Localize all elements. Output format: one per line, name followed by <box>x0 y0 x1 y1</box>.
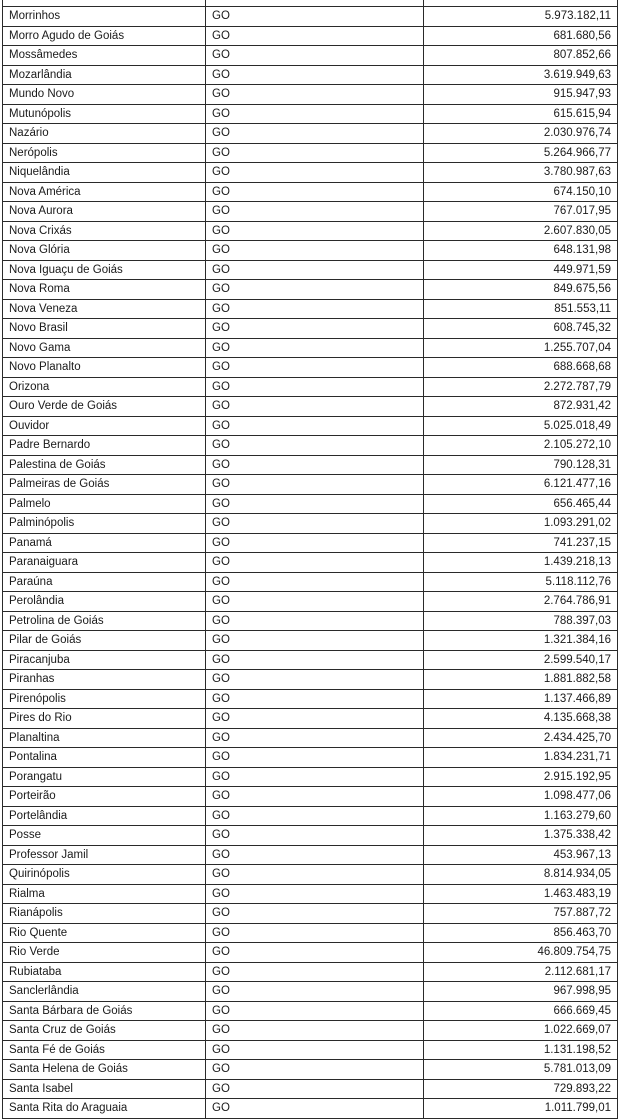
state-code: GO <box>206 787 424 807</box>
municipality-name: Pires do Rio <box>3 709 206 729</box>
municipality-name: Niquelândia <box>3 163 206 183</box>
table-row <box>3 1021 618 1041</box>
amount-value: 3.619.949,63 <box>424 65 618 85</box>
table-row <box>3 650 618 670</box>
municipality-name: Piracanjuba <box>3 650 206 670</box>
municipality-name: Nova América <box>3 182 206 202</box>
amount-value: 666.669,45 <box>424 1001 618 1021</box>
state-code: GO <box>206 553 424 573</box>
amount-value: 788.397,03 <box>424 611 618 631</box>
state-code: GO <box>206 163 424 183</box>
table-row <box>3 1099 618 1119</box>
table-row <box>3 670 618 690</box>
amount-value: 5.973.182,11 <box>424 7 618 27</box>
amount-value: 2.030.976,74 <box>424 124 618 144</box>
state-code: GO <box>206 358 424 378</box>
table-row <box>3 806 618 826</box>
municipality-name: Rianápolis <box>3 904 206 924</box>
state-code: GO <box>206 1001 424 1021</box>
state-code: GO <box>206 202 424 222</box>
state-code: GO <box>206 904 424 924</box>
municipality-name: Nazário <box>3 124 206 144</box>
table-row <box>3 358 618 378</box>
table-row <box>3 826 618 846</box>
table-row <box>3 787 618 807</box>
table-row <box>3 319 618 339</box>
amount-value: 741.237,15 <box>424 533 618 553</box>
table-row <box>3 260 618 280</box>
table-row <box>3 436 618 456</box>
table-row <box>3 514 618 534</box>
state-code: GO <box>206 611 424 631</box>
state-code: GO <box>206 182 424 202</box>
municipality-name: Novo Brasil <box>3 319 206 339</box>
table-row <box>3 377 618 397</box>
state-code: GO <box>206 436 424 456</box>
state-code: GO <box>206 416 424 436</box>
state-code: GO <box>206 865 424 885</box>
state-code: GO <box>206 826 424 846</box>
state-code: GO <box>206 221 424 241</box>
state-code: GO <box>206 85 424 105</box>
state-code: GO <box>206 1079 424 1099</box>
municipality-name: Professor Jamil <box>3 845 206 865</box>
municipality-name: Perolândia <box>3 592 206 612</box>
state-code: GO <box>206 943 424 963</box>
amount-value: 2.607.830,05 <box>424 221 618 241</box>
municipality-name: Posse <box>3 826 206 846</box>
amount-value: 1.011.799,01 <box>424 1099 618 1119</box>
state-code: GO <box>206 514 424 534</box>
amount-value: 6.121.477,16 <box>424 475 618 495</box>
table-row <box>3 455 618 475</box>
state-code: GO <box>206 728 424 748</box>
municipality-name: Palminópolis <box>3 514 206 534</box>
municipality-name: Nova Iguaçu de Goiás <box>3 260 206 280</box>
amount-value: 1.321.384,16 <box>424 631 618 651</box>
amount-value: 8.814.934,05 <box>424 865 618 885</box>
municipality-name: Portelândia <box>3 806 206 826</box>
table-row <box>3 280 618 300</box>
table-row <box>3 163 618 183</box>
state-code: GO <box>206 104 424 124</box>
table-row <box>3 1001 618 1021</box>
state-code: GO <box>206 650 424 670</box>
amount-value: 4.135.668,38 <box>424 709 618 729</box>
amount-value: 872.931,42 <box>424 397 618 417</box>
table-row <box>3 923 618 943</box>
state-code: GO <box>206 748 424 768</box>
municipality-name: Panamá <box>3 533 206 553</box>
municipality-name: Santa Fé de Goiás <box>3 1040 206 1060</box>
table-row <box>3 611 618 631</box>
municipality-name: Ouro Verde de Goiás <box>3 397 206 417</box>
table-row <box>3 104 618 124</box>
amount-value: 790.128,31 <box>424 455 618 475</box>
municipality-name: Nova Crixás <box>3 221 206 241</box>
amount-value: 1.022.669,07 <box>424 1021 618 1041</box>
state-code: GO <box>206 7 424 27</box>
amount-value: 2.112.681,17 <box>424 962 618 982</box>
municipality-name: Sanclerlândia <box>3 982 206 1002</box>
state-code: GO <box>206 260 424 280</box>
table-row <box>3 982 618 1002</box>
table-row <box>3 7 618 27</box>
municipality-name: Pirenópolis <box>3 689 206 709</box>
amount-value: 807.852,66 <box>424 46 618 66</box>
state-code: GO <box>206 65 424 85</box>
state-code: GO <box>206 280 424 300</box>
amount-value: 453.967,13 <box>424 845 618 865</box>
amount-value: 856.463,70 <box>424 923 618 943</box>
municipality-name: Ouvidor <box>3 416 206 436</box>
municipality-name: Porteirão <box>3 787 206 807</box>
state-code: GO <box>206 806 424 826</box>
table-row <box>3 143 618 163</box>
municipality-name: Palestina de Goiás <box>3 455 206 475</box>
amount-value: 5.118.112,76 <box>424 572 618 592</box>
amount-value: 681.680,56 <box>424 26 618 46</box>
table-row <box>3 65 618 85</box>
state-code: GO <box>206 26 424 46</box>
amount-value: 1.834.231,71 <box>424 748 618 768</box>
state-code: GO <box>206 1021 424 1041</box>
table-row <box>3 943 618 963</box>
municipality-name: Rialma <box>3 884 206 904</box>
municipality-name: Rio Quente <box>3 923 206 943</box>
state-code: GO <box>206 455 424 475</box>
state-code: GO <box>206 592 424 612</box>
municipality-name: Padre Bernardo <box>3 436 206 456</box>
state-code: GO <box>206 670 424 690</box>
amount-value: 2.105.272,10 <box>424 436 618 456</box>
amount-value: 1.881.882,58 <box>424 670 618 690</box>
table-row <box>3 1079 618 1099</box>
municipality-name: Santa Bárbara de Goiás <box>3 1001 206 1021</box>
table-row <box>3 689 618 709</box>
amount-value: 674.150,10 <box>424 182 618 202</box>
amount-value: 615.615,94 <box>424 104 618 124</box>
municipality-name: Mutunópolis <box>3 104 206 124</box>
municipality-name: Palmeiras de Goiás <box>3 475 206 495</box>
table-row <box>3 845 618 865</box>
amount-value: 1.131.198,52 <box>424 1040 618 1060</box>
municipality-name: Porangatu <box>3 767 206 787</box>
state-code: GO <box>206 46 424 66</box>
amount-value: 2.764.786,91 <box>424 592 618 612</box>
amount-value: 648.131,98 <box>424 241 618 261</box>
table-row <box>3 241 618 261</box>
amount-value: 2.434.425,70 <box>424 728 618 748</box>
state-code: GO <box>206 884 424 904</box>
table-row <box>3 884 618 904</box>
state-code: GO <box>206 631 424 651</box>
amount-value: 851.553,11 <box>424 299 618 319</box>
municipality-name: Morro Agudo de Goiás <box>3 26 206 46</box>
municipality-name: Nova Aurora <box>3 202 206 222</box>
state-code: GO <box>206 923 424 943</box>
table-body <box>3 0 618 1118</box>
municipality-name: Pontalina <box>3 748 206 768</box>
state-code: GO <box>206 299 424 319</box>
table-row <box>3 865 618 885</box>
amount-value: 915.947,93 <box>424 85 618 105</box>
amount-value: 2.272.787,79 <box>424 377 618 397</box>
state-code: GO <box>206 338 424 358</box>
municipality-name: Santa Cruz de Goiás <box>3 1021 206 1041</box>
state-code: GO <box>206 845 424 865</box>
amount-value: 1.093.291,02 <box>424 514 618 534</box>
amount-value: 5.264.966,77 <box>424 143 618 163</box>
amount-value: 729.893,22 <box>424 1079 618 1099</box>
municipality-name: Mossâmedes <box>3 46 206 66</box>
table-row <box>3 1060 618 1080</box>
table-row <box>3 416 618 436</box>
state-code: GO <box>206 143 424 163</box>
municipality-name: Pilar de Goiás <box>3 631 206 651</box>
state-code: GO <box>206 377 424 397</box>
municipality-name: Mozarlândia <box>3 65 206 85</box>
table-row <box>3 709 618 729</box>
table-row <box>3 26 618 46</box>
municipality-name: Mundo Novo <box>3 85 206 105</box>
municipality-name: Santa Rita do Araguaia <box>3 1099 206 1119</box>
municipality-name: Planaltina <box>3 728 206 748</box>
municipality-name: Quirinópolis <box>3 865 206 885</box>
table-row <box>3 962 618 982</box>
table-row <box>3 533 618 553</box>
state-code: GO <box>206 1060 424 1080</box>
state-code: GO <box>206 397 424 417</box>
table-row <box>3 1040 618 1060</box>
table-row <box>3 494 618 514</box>
state-code: GO <box>206 124 424 144</box>
amount-value: 46.809.754,75 <box>424 943 618 963</box>
municipality-name: Nerópolis <box>3 143 206 163</box>
amount-value: 688.668,68 <box>424 358 618 378</box>
amount-value: 5.025.018,49 <box>424 416 618 436</box>
table-row <box>3 631 618 651</box>
municipality-name: Paranaiguara <box>3 553 206 573</box>
table-row <box>3 397 618 417</box>
municipality-name: Santa Isabel <box>3 1079 206 1099</box>
amount-value: 1.098.477,06 <box>424 787 618 807</box>
amount-value: 767.017,95 <box>424 202 618 222</box>
state-code: GO <box>206 475 424 495</box>
table-row <box>3 182 618 202</box>
table-row <box>3 904 618 924</box>
table-row <box>3 299 618 319</box>
amount-value: 2.915.192,95 <box>424 767 618 787</box>
state-code: GO <box>206 982 424 1002</box>
state-code: GO <box>206 767 424 787</box>
amount-value: 1.375.338,42 <box>424 826 618 846</box>
municipality-name: Novo Gama <box>3 338 206 358</box>
table-row <box>3 748 618 768</box>
table-row <box>3 553 618 573</box>
municipality-name: Petrolina de Goiás <box>3 611 206 631</box>
table-row <box>3 85 618 105</box>
state-code: GO <box>206 241 424 261</box>
municipality-table <box>2 0 618 1119</box>
amount-value: 1.439.218,13 <box>424 553 618 573</box>
table-row <box>3 767 618 787</box>
state-code: GO <box>206 494 424 514</box>
municipality-name: Piranhas <box>3 670 206 690</box>
municipality-name: Nova Roma <box>3 280 206 300</box>
amount-value: 967.998,95 <box>424 982 618 1002</box>
amount-value: 3.780.987,63 <box>424 163 618 183</box>
municipality-name: Nova Veneza <box>3 299 206 319</box>
municipality-name: Palmelo <box>3 494 206 514</box>
state-code: GO <box>206 572 424 592</box>
amount-value: 757.887,72 <box>424 904 618 924</box>
table-row <box>3 202 618 222</box>
municipality-name: Nova Glória <box>3 241 206 261</box>
municipality-name: Santa Helena de Goiás <box>3 1060 206 1080</box>
table-row <box>3 221 618 241</box>
state-code: GO <box>206 689 424 709</box>
amount-value: 849.675,56 <box>424 280 618 300</box>
municipality-name: Novo Planalto <box>3 358 206 378</box>
state-code: GO <box>206 962 424 982</box>
state-code: GO <box>206 1099 424 1119</box>
state-code: GO <box>206 319 424 339</box>
state-code: GO <box>206 1040 424 1060</box>
amount-value: 2.599.540,17 <box>424 650 618 670</box>
amount-value: 1.137.466,89 <box>424 689 618 709</box>
state-code: GO <box>206 709 424 729</box>
table-row <box>3 124 618 144</box>
amount-value: 1.163.279,60 <box>424 806 618 826</box>
amount-value: 608.745,32 <box>424 319 618 339</box>
municipality-name: Paraúna <box>3 572 206 592</box>
municipality-name: Rubiataba <box>3 962 206 982</box>
amount-value: 449.971,59 <box>424 260 618 280</box>
table-row <box>3 475 618 495</box>
table-row <box>3 728 618 748</box>
amount-value: 1.255.707,04 <box>424 338 618 358</box>
table-row <box>3 572 618 592</box>
state-code: GO <box>206 533 424 553</box>
table-row <box>3 592 618 612</box>
municipality-name: Morrinhos <box>3 7 206 27</box>
table-row <box>3 338 618 358</box>
municipality-name: Orizona <box>3 377 206 397</box>
amount-value: 656.465,44 <box>424 494 618 514</box>
municipality-name: Rio Verde <box>3 943 206 963</box>
amount-value: 5.781.013,09 <box>424 1060 618 1080</box>
amount-value: 1.463.483,19 <box>424 884 618 904</box>
table-row <box>3 46 618 66</box>
